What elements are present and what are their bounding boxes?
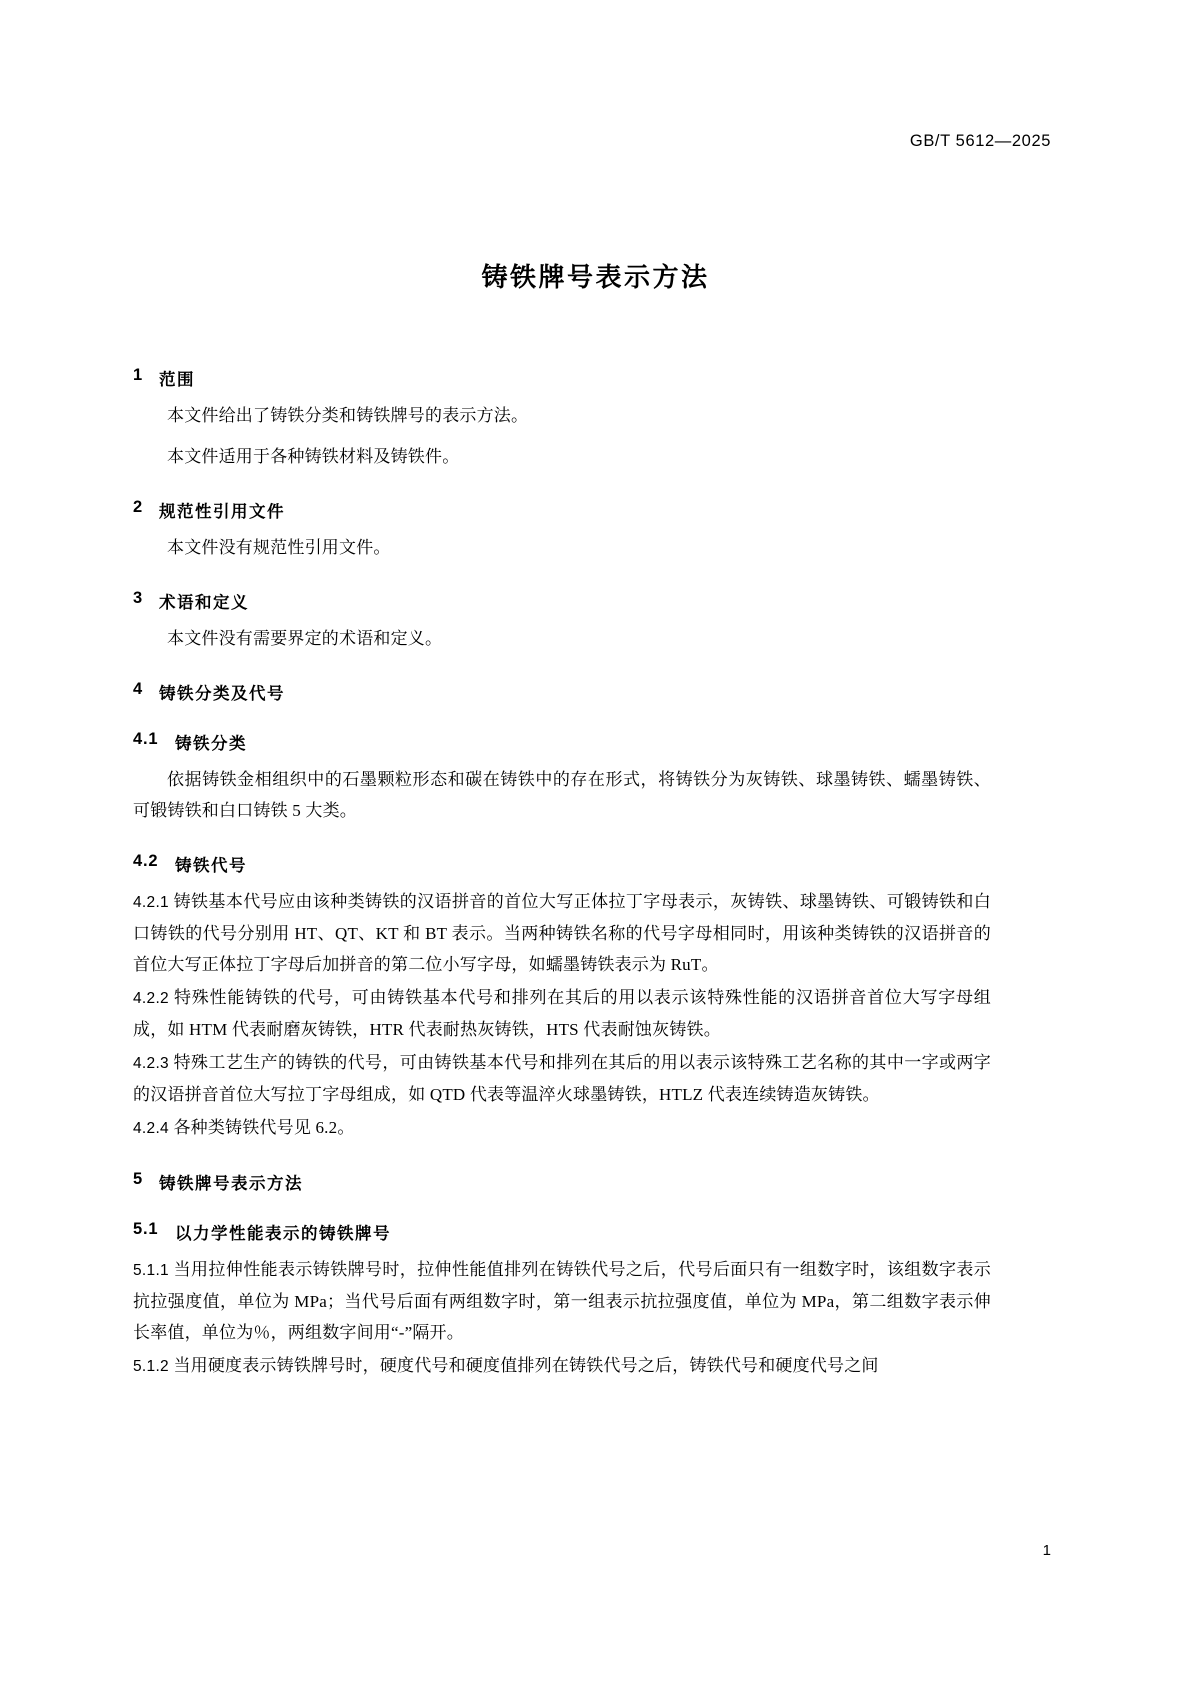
clause-heading-1 <box>133 366 991 390</box>
item-text-5-1-2: 当用硬度表示铸铁牌号时，硬度代号和硬度值排列在铸铁代号之后，铸铁代号和硬度代号之间 <box>173 1356 879 1375</box>
clause-title-5-1: 以力学性能表示的铸铁牌号 <box>175 1225 391 1243</box>
clause-title-1: 范围 <box>159 371 195 389</box>
item-4-2-1 <box>133 886 991 980</box>
clause-title-4: 铸铁分类及代号 <box>159 685 285 703</box>
item-text-5-1-1: 当用拉伸性能表示铸铁牌号时，拉伸性能值排列在铸铁代号之后，代号后面只有一组数字时，该组数字表示抗拉强度值，单位为 MPa；当代号后面有两组数字时，第一组表示抗拉强度值，单位为 MPa，第二组数字表示伸长率值，单位为％，两组数字间用“-”隔开。 <box>133 1260 991 1342</box>
page-number: 1 <box>1042 1542 1051 1559</box>
clause-heading-4 <box>133 680 991 704</box>
clause-number-3: 3 <box>133 589 143 607</box>
clause-number-5-1: 5.1 <box>133 1220 159 1238</box>
clause-heading-5 <box>133 1170 991 1194</box>
clause-heading-4-2 <box>133 852 991 876</box>
clause-title-4-2: 铸铁代号 <box>175 857 247 875</box>
item-4-2-4 <box>133 1112 991 1144</box>
paragraph-3-1: 本文件没有需要界定的术语和定义。 <box>167 629 443 648</box>
clause-number-5: 5 <box>133 1170 143 1188</box>
page-title: 铸铁牌号表示方法 <box>481 262 710 293</box>
clause-title-3: 术语和定义 <box>159 594 249 612</box>
item-number-4-2-3: 4.2.3 <box>133 1055 169 1072</box>
clause-heading-3 <box>133 589 991 613</box>
clause-number-1: 1 <box>133 366 143 384</box>
item-text-4-2-3: 特殊工艺生产的铸铁的代号，可由铸铁基本代号和排列在其后的用以表示该特殊工艺名称的其中一字或两字的汉语拼音首位大写拉丁字母组成，如 QTD 代表等温淬火球墨铸铁，HTLZ 代表连续铸造灰铸铁。 <box>133 1053 991 1104</box>
item-number-4-2-4: 4.2.4 <box>133 1120 169 1137</box>
item-number-5-1-1: 5.1.1 <box>133 1262 169 1279</box>
item-number-5-1-2: 5.1.2 <box>133 1358 169 1375</box>
clause-number-4: 4 <box>133 680 143 698</box>
paragraph-1-2: 本文件适用于各种铸铁材料及铸铁件。 <box>167 447 460 466</box>
item-4-2-2 <box>133 982 991 1045</box>
paragraph-2-1: 本文件没有规范性引用文件。 <box>167 538 391 557</box>
clause-heading-2 <box>133 498 991 522</box>
clause-number-2: 2 <box>133 498 143 516</box>
item-4-2-3 <box>133 1047 991 1110</box>
item-text-4-2-4: 各种类铸铁代号见 6.2。 <box>173 1118 355 1137</box>
clause-title-4-1: 铸铁分类 <box>175 735 247 753</box>
clause-title-5: 铸铁牌号表示方法 <box>159 1175 303 1193</box>
paragraph-4-1-1: 依据铸铁金相组织中的石墨颗粒形态和碳在铸铁中的存在形式，将铸铁分为灰铸铁、球墨铸铁、蠕墨铸铁、可锻铸铁和白口铸铁 5 大类。 <box>133 770 991 820</box>
item-5-1-1 <box>133 1254 991 1348</box>
clause-number-4-1: 4.1 <box>133 730 159 748</box>
page-header-standard-number: GB/T 5612—2025 <box>909 132 1051 150</box>
item-text-4-2-2: 特殊性能铸铁的代号，可由铸铁基本代号和排列在其后的用以表示该特殊性能的汉语拼音首位大写字母组成，如 HTM 代表耐磨灰铸铁，HTR 代表耐热灰铸铁，HTS 代表耐蚀灰铸铁。 <box>133 988 991 1039</box>
paragraph-1-1: 本文件给出了铸铁分类和铸铁牌号的表示方法。 <box>167 406 529 425</box>
clause-heading-4-1 <box>133 730 991 754</box>
item-number-4-2-1: 4.2.1 <box>133 894 169 911</box>
clause-number-4-2: 4.2 <box>133 852 159 870</box>
item-number-4-2-2: 4.2.2 <box>133 990 169 1007</box>
clause-heading-5-1 <box>133 1220 991 1244</box>
document-body <box>133 340 991 1382</box>
item-5-1-2 <box>133 1350 991 1382</box>
clause-title-2: 规范性引用文件 <box>159 503 285 521</box>
item-text-4-2-1: 铸铁基本代号应由该种类铸铁的汉语拼音的首位大写正体拉丁字母表示，灰铸铁、球墨铸铁、可锻铸铁和白口铸铁的代号分别用 HT、QT、KT 和 BT 表示。当两种铸铁名称的代号字母相同时，用该种类铸铁的汉语拼音的首位大写正体拉丁字母后加拼音的第二位小写字母，如蠕墨铸铁表示为 RuT。 <box>133 892 991 974</box>
